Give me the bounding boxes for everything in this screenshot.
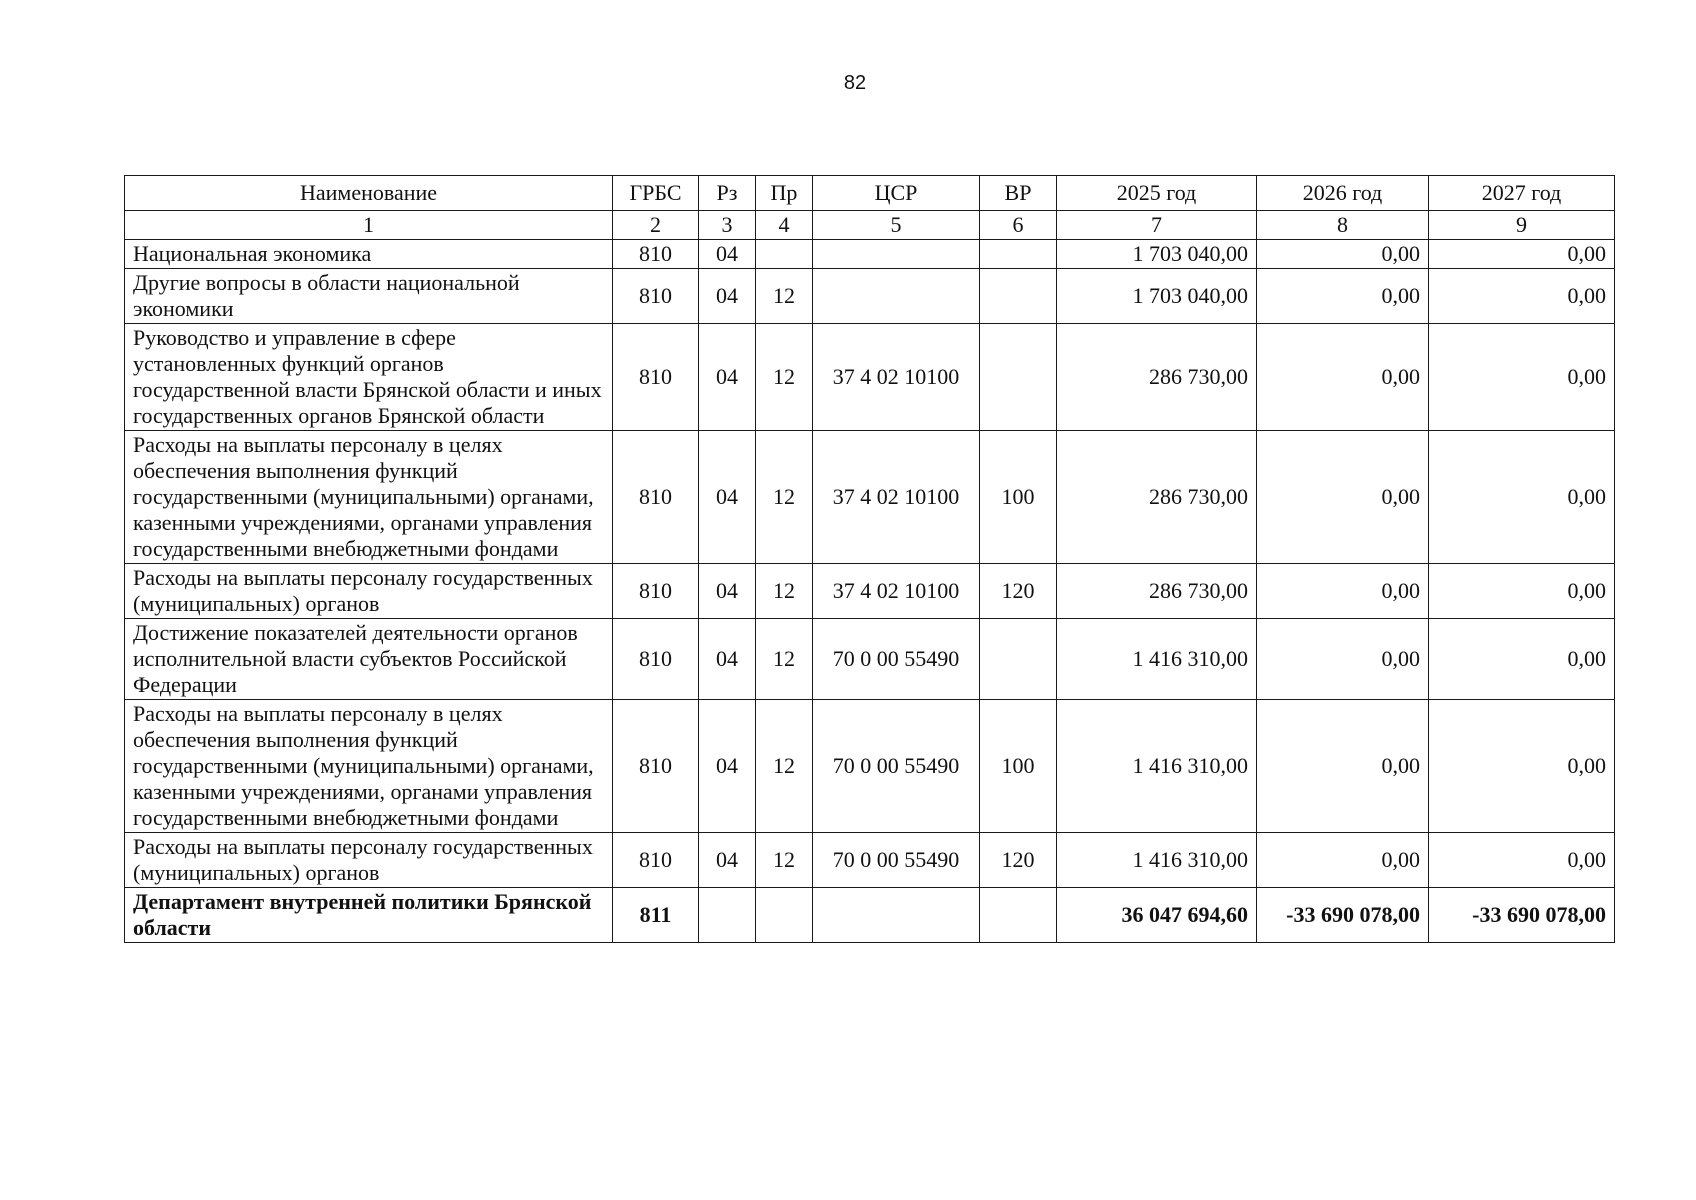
row-pr [756,240,813,269]
row-amount-2027: 0,00 [1429,269,1615,324]
header-pr: Пр [756,176,813,211]
row-name: Другие вопросы в области национальной экономики [125,269,613,324]
budget-table [124,175,1615,943]
table-row [125,619,1615,700]
header-2025: 2025 год [1057,176,1257,211]
row-grbs: 810 [613,700,699,833]
header-grbs: ГРБС [613,176,699,211]
row-vr [980,269,1057,324]
row-amount-2027: 0,00 [1429,833,1615,888]
column-number: 4 [756,211,813,240]
row-grbs: 810 [613,240,699,269]
row-name: Расходы на выплаты персоналу в целях обеспечения выполнения функций государственными (муниципальными) органами, казенными учреждениями, органами управления государственными внебюджетными фондами [125,700,613,833]
row-rz: 04 [699,240,756,269]
table-row [125,324,1615,431]
row-name: Достижение показателей деятельности органов исполнительной власти субъектов Российской Федерации [125,619,613,700]
table-row [125,240,1615,269]
column-number: 2 [613,211,699,240]
row-csr [813,269,980,324]
row-vr [980,324,1057,431]
table-row [125,700,1615,833]
row-rz: 04 [699,619,756,700]
row-pr: 12 [756,564,813,619]
row-csr: 70 0 00 55490 [813,833,980,888]
row-amount-2026: 0,00 [1257,564,1429,619]
header-rz: Рз [699,176,756,211]
row-rz: 04 [699,833,756,888]
row-vr: 100 [980,431,1057,564]
table-row [125,888,1615,943]
row-amount-2027: 0,00 [1429,431,1615,564]
row-csr: 70 0 00 55490 [813,619,980,700]
header-2026: 2026 год [1257,176,1429,211]
row-amount-2026: 0,00 [1257,240,1429,269]
header-row [125,176,1615,211]
row-grbs: 810 [613,431,699,564]
column-number-row [125,211,1615,240]
row-grbs: 810 [613,269,699,324]
header-vr: ВР [980,176,1057,211]
column-number: 1 [125,211,613,240]
column-number: 8 [1257,211,1429,240]
row-rz: 04 [699,324,756,431]
row-pr: 12 [756,431,813,564]
row-amount-2026: 0,00 [1257,269,1429,324]
row-name: Национальная экономика [125,240,613,269]
row-rz: 04 [699,431,756,564]
row-name: Расходы на выплаты персоналу в целях обеспечения выполнения функций государственными (муниципальными) органами, казенными учреждениями, органами управления государственными внебюджетными фондами [125,431,613,564]
row-amount-2027: -33 690 078,00 [1429,888,1615,943]
row-amount-2025: 36 047 694,60 [1057,888,1257,943]
row-pr: 12 [756,833,813,888]
row-csr: 37 4 02 10100 [813,431,980,564]
table-row [125,431,1615,564]
row-vr [980,619,1057,700]
row-pr: 12 [756,324,813,431]
column-number: 7 [1057,211,1257,240]
row-csr: 37 4 02 10100 [813,564,980,619]
row-amount-2025: 1 703 040,00 [1057,269,1257,324]
row-amount-2025: 1 416 310,00 [1057,833,1257,888]
row-grbs: 810 [613,324,699,431]
page-number: 82 [843,72,867,94]
column-number: 5 [813,211,980,240]
row-grbs: 810 [613,564,699,619]
row-csr [813,888,980,943]
table-row [125,269,1615,324]
row-rz: 04 [699,700,756,833]
header-csr: ЦСР [813,176,980,211]
row-amount-2026: 0,00 [1257,431,1429,564]
row-amount-2025: 1 416 310,00 [1057,700,1257,833]
row-pr [756,888,813,943]
row-rz [699,888,756,943]
row-vr: 100 [980,700,1057,833]
row-amount-2025: 286 730,00 [1057,324,1257,431]
row-amount-2026: 0,00 [1257,324,1429,431]
row-vr [980,240,1057,269]
header-2027: 2027 год [1429,176,1615,211]
row-amount-2026: -33 690 078,00 [1257,888,1429,943]
row-pr: 12 [756,269,813,324]
row-amount-2025: 286 730,00 [1057,564,1257,619]
row-name: Руководство и управление в сфере установленных функций органов государственной власти Брянской области и иных государственных органов Брянской области [125,324,613,431]
row-amount-2027: 0,00 [1429,619,1615,700]
row-amount-2025: 1 416 310,00 [1057,619,1257,700]
row-csr [813,240,980,269]
column-number: 9 [1429,211,1615,240]
row-amount-2027: 0,00 [1429,240,1615,269]
row-pr: 12 [756,619,813,700]
row-grbs: 810 [613,833,699,888]
header-name: Наименование [125,176,613,211]
row-grbs: 811 [613,888,699,943]
column-number: 6 [980,211,1057,240]
row-pr: 12 [756,700,813,833]
row-vr [980,888,1057,943]
row-vr: 120 [980,564,1057,619]
row-amount-2027: 0,00 [1429,324,1615,431]
table-body [125,240,1615,943]
row-name: Расходы на выплаты персоналу государственных (муниципальных) органов [125,833,613,888]
table-row [125,564,1615,619]
row-rz: 04 [699,269,756,324]
table-row [125,833,1615,888]
row-rz: 04 [699,564,756,619]
row-amount-2026: 0,00 [1257,833,1429,888]
row-vr: 120 [980,833,1057,888]
row-amount-2025: 286 730,00 [1057,431,1257,564]
row-csr: 37 4 02 10100 [813,324,980,431]
row-amount-2025: 1 703 040,00 [1057,240,1257,269]
row-amount-2026: 0,00 [1257,700,1429,833]
row-csr: 70 0 00 55490 [813,700,980,833]
row-grbs: 810 [613,619,699,700]
row-amount-2027: 0,00 [1429,700,1615,833]
row-name: Расходы на выплаты персоналу государственных (муниципальных) органов [125,564,613,619]
column-number: 3 [699,211,756,240]
row-amount-2027: 0,00 [1429,564,1615,619]
row-amount-2026: 0,00 [1257,619,1429,700]
row-name: Департамент внутренней политики Брянской области [125,888,613,943]
